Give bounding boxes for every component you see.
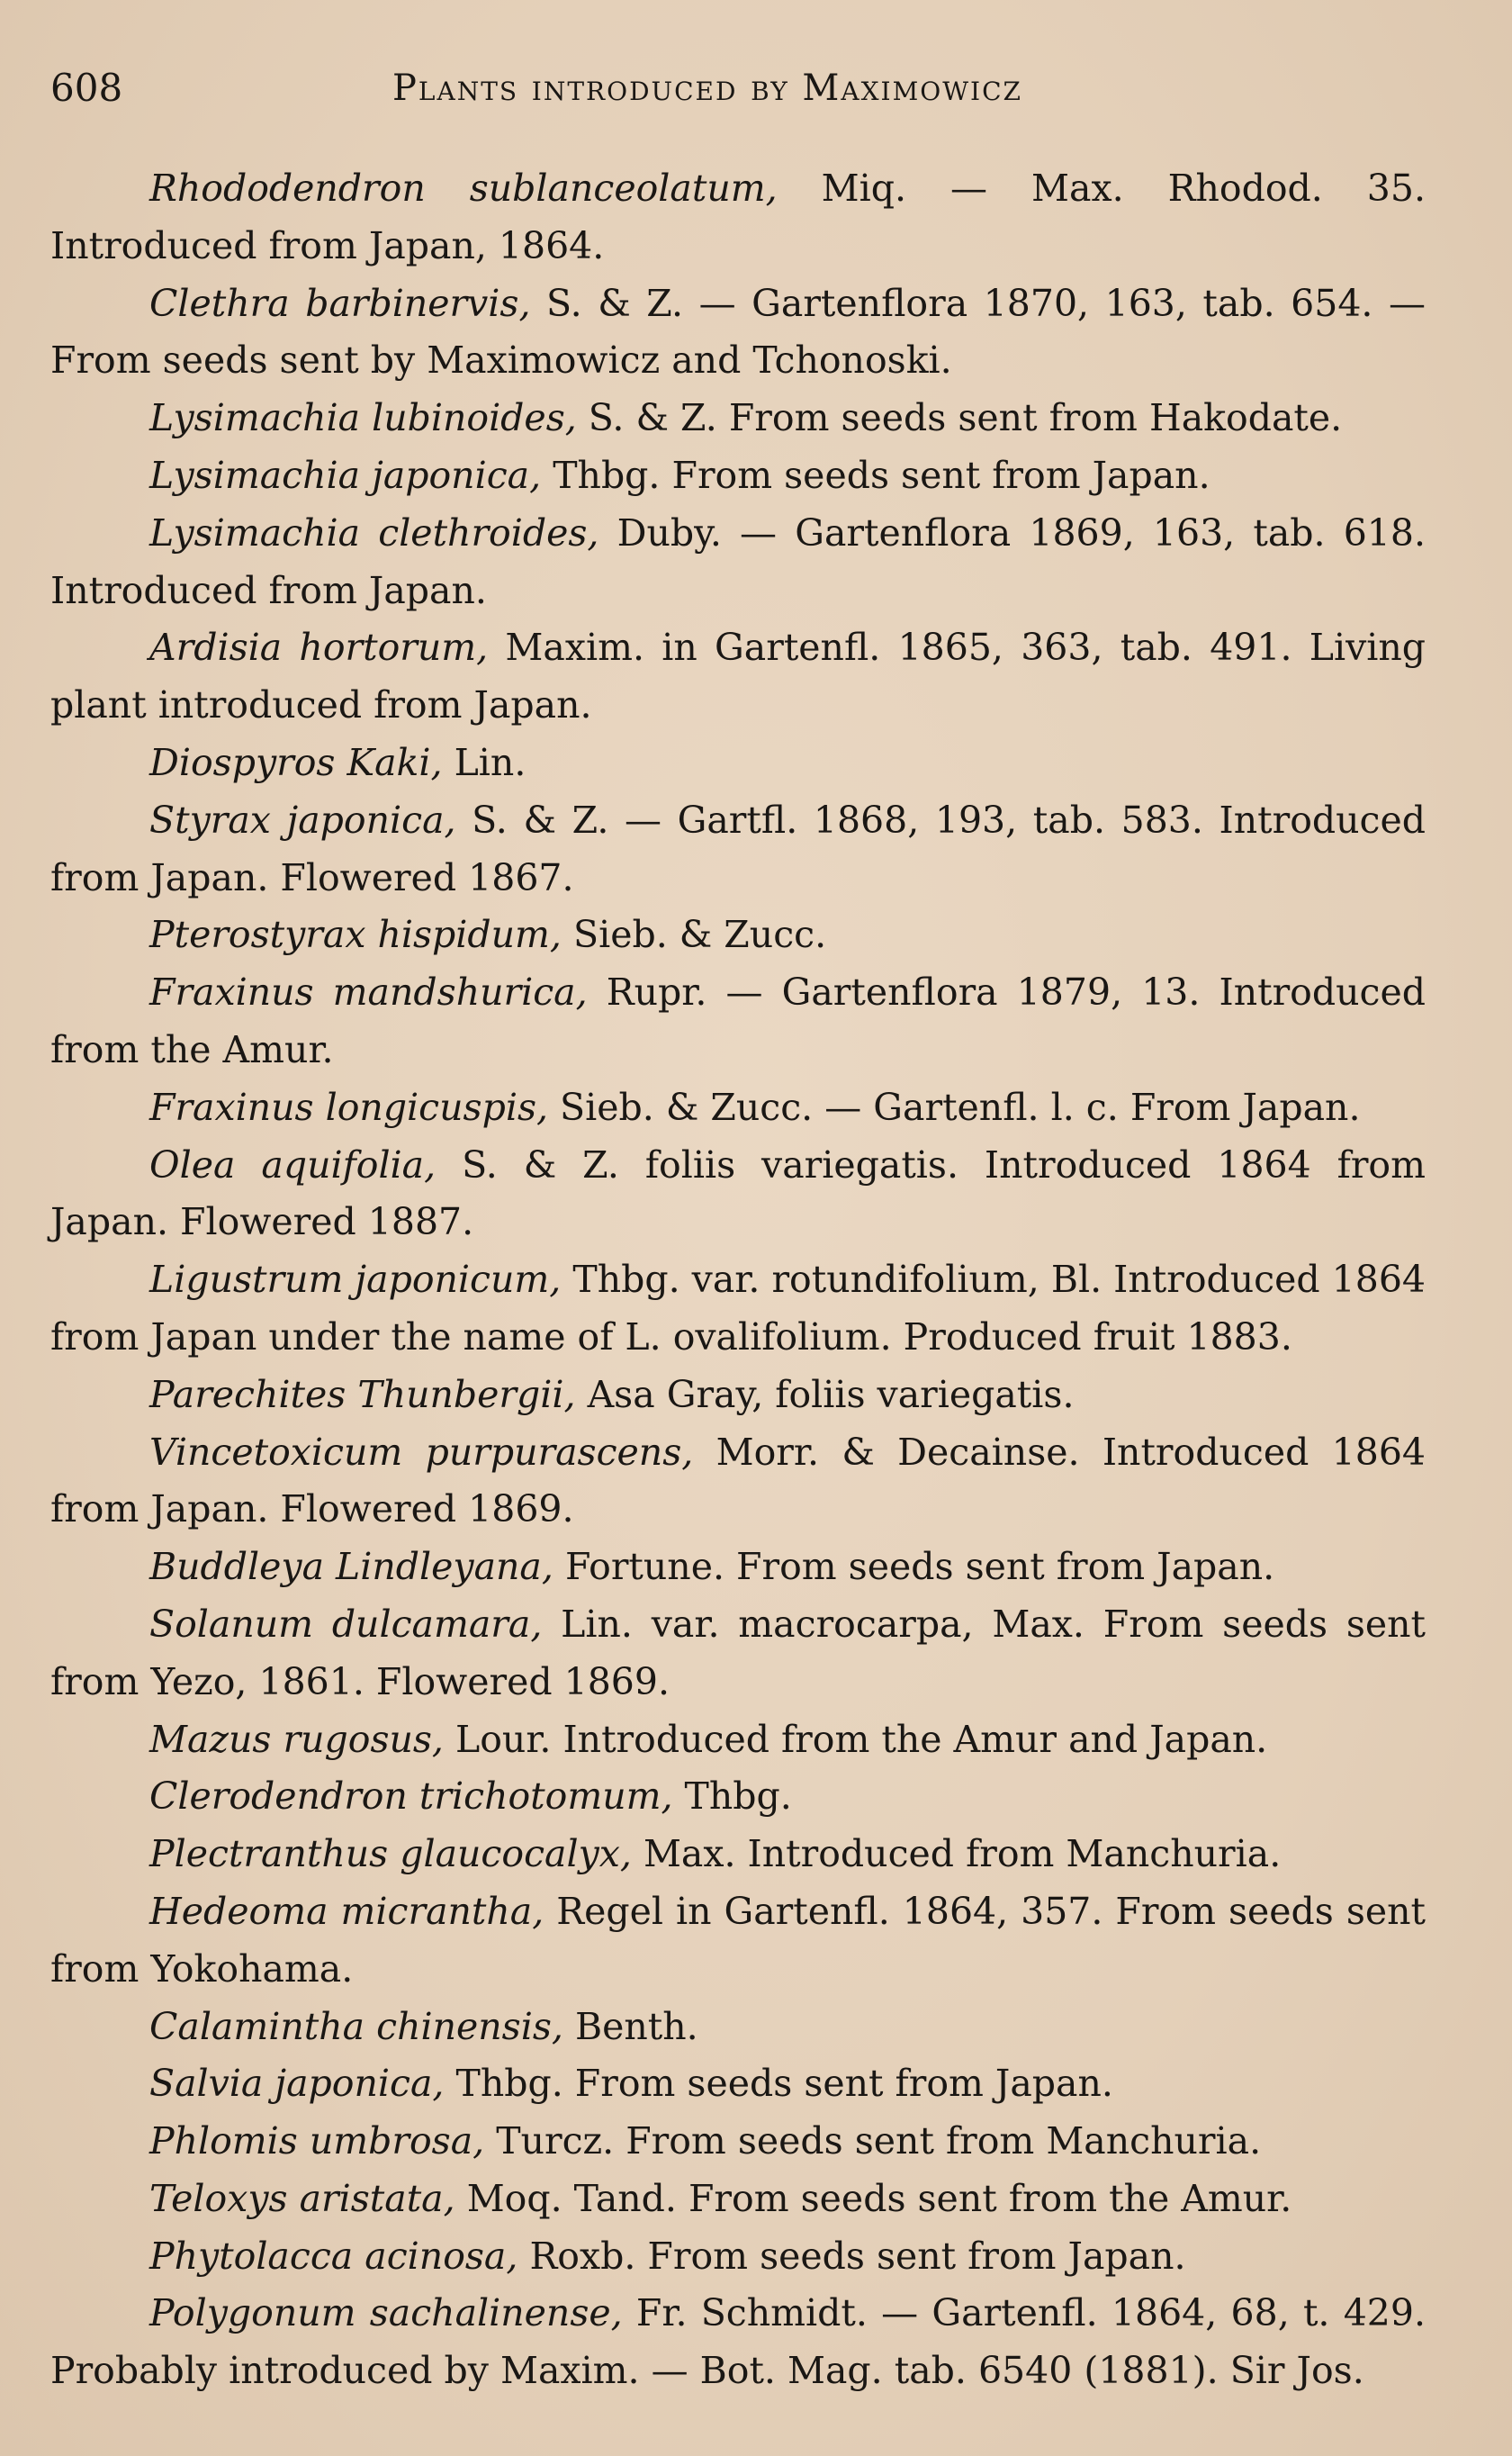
entry-text: Turcz. From seeds sent from Manchuria. xyxy=(484,2119,1262,2163)
plant-entry xyxy=(50,1424,1426,1540)
plant-entry xyxy=(50,2285,1426,2400)
entry-text: Thbg. From seeds sent from Japan. xyxy=(444,2062,1113,2106)
entry-text: Sieb. & Zucc. xyxy=(561,913,827,957)
plant-entry xyxy=(50,505,1426,620)
plant-entry xyxy=(50,1711,1426,1769)
species-name: Buddleya Lindleyana, xyxy=(149,1545,554,1589)
entry-text: Roxb. From seeds sent from Japan. xyxy=(518,2234,1186,2278)
entry-text: Thbg. var. rotundifolium, Bl. Introduced 1864 from Japan under the name of L. ovalifolium. Produced fruit 1883. xyxy=(50,1258,1426,1359)
species-name: Phytolacca acinosa, xyxy=(149,2234,518,2278)
entry-text: Moq. Tand. From seeds sent from the Amur. xyxy=(454,2176,1292,2220)
species-name: Calamintha chinensis, xyxy=(149,2004,563,2048)
species-name: Fraxinus mandshurica, xyxy=(149,971,588,1015)
species-name: Diospyros Kaki, xyxy=(149,740,443,784)
entry-text: S. & Z. — Gartfl. 1868, 193, tab. 583. Introduced from Japan. Flowered 1867. xyxy=(50,798,1426,899)
entry-text: Thbg. From seeds sent from Japan. xyxy=(541,453,1210,497)
plant-entry xyxy=(50,275,1426,391)
plant-entry xyxy=(50,2171,1426,2228)
entry-text: Duby. — Gartenflora 1869, 163, tab. 618. Introduced from Japan. xyxy=(50,510,1426,612)
species-name: Hedeoma micrantha, xyxy=(149,1889,544,1933)
plant-entry xyxy=(50,2113,1426,2171)
entry-text: Morr. & Decainse. Introduced 1864 from Japan. Flowered 1869. xyxy=(50,1430,1426,1531)
plant-entry xyxy=(50,735,1426,792)
entry-text: Lour. Introduced from the Amur and Japan. xyxy=(443,1717,1268,1761)
plant-entry xyxy=(50,1999,1426,2056)
plant-entry xyxy=(50,2228,1426,2286)
species-name: Plectranthus glaucocalyx, xyxy=(149,1832,632,1876)
species-name: Vincetoxicum purpurascens, xyxy=(149,1430,694,1474)
plant-entry xyxy=(50,792,1426,907)
entry-text: S. & Z. From seeds sent from Hakodate. xyxy=(576,396,1343,440)
entry-text: Rupr. — Gartenflora 1879, 13. Introduced from the Amur. xyxy=(50,971,1426,1071)
species-name: Olea aquifolia, xyxy=(149,1142,436,1187)
plant-entry xyxy=(50,1768,1426,1826)
plant-entry xyxy=(50,2055,1426,2113)
species-name: Phlomis umbrosa, xyxy=(149,2119,485,2163)
entry-text: Max. Introduced from Manchuria. xyxy=(631,1832,1282,1876)
plant-entry xyxy=(50,619,1426,735)
entry-text: Maxim. in Gartenfl. 1865, 363, tab. 491. Living plant introduced from Japan. xyxy=(50,626,1426,727)
plant-entry xyxy=(50,1539,1426,1596)
species-name: Styrax japonica, xyxy=(149,798,456,842)
entry-text: Sieb. & Zucc. — Gartenfl. l. c. From Japan. xyxy=(548,1085,1361,1129)
species-name: Fraxinus longicuspis, xyxy=(149,1085,549,1129)
plant-entry xyxy=(50,1826,1426,1883)
entry-text: Lin. xyxy=(442,740,526,784)
species-name: Lysimachia clethroides, xyxy=(149,510,599,555)
entry-text: S. & Z. foliis variegatis. Introduced 1864 from Japan. Flowered 1887. xyxy=(50,1142,1426,1244)
entry-text: S. & Z. — Gartenflora 1870, 163, tab. 654. — From seeds sent by Maximowicz and Tchonoski. xyxy=(50,281,1426,383)
entry-text: Regel in Gartenfl. 1864, 357. From seeds sent from Yokohama. xyxy=(50,1889,1426,1991)
entry-text: Benth. xyxy=(562,2004,698,2048)
species-name: Solanum dulcamara, xyxy=(149,1602,543,1646)
plant-entry xyxy=(50,390,1426,447)
species-name: Ardisia hortorum, xyxy=(149,626,489,670)
plant-entry xyxy=(50,1367,1426,1424)
plant-entry xyxy=(50,1883,1426,1999)
plant-entry xyxy=(50,1251,1426,1367)
entry-text: Thbg. xyxy=(672,1774,792,1819)
running-head: Plants introduced by Maximowicz xyxy=(392,68,1022,109)
species-name: Teloxys aristata, xyxy=(149,2176,455,2220)
species-name: Clerodendron trichotomum, xyxy=(149,1774,673,1819)
plant-entry xyxy=(50,1596,1426,1711)
page-header xyxy=(50,61,1427,115)
species-name: Lysimachia japonica, xyxy=(149,453,542,497)
species-name: Rhododendron sublanceolatum, xyxy=(149,167,778,210)
species-name: Mazus rugosus, xyxy=(149,1717,444,1761)
plant-entry xyxy=(50,1137,1426,1252)
plant-entry xyxy=(50,447,1426,505)
page-number: 608 xyxy=(50,66,123,110)
entry-text: Miq. — Max. Rhodod. 35. Introduced from Japan, 1864. xyxy=(50,167,1426,267)
species-name: Clethra barbinervis, xyxy=(149,281,531,325)
species-name: Salvia japonica, xyxy=(149,2062,445,2106)
plant-entry xyxy=(50,907,1426,964)
plant-entry xyxy=(50,964,1426,1079)
species-name: Lysimachia lubinoides, xyxy=(149,396,577,440)
plant-entry xyxy=(50,160,1426,275)
plant-entry xyxy=(50,1079,1426,1137)
entry-text: Fortune. From seeds sent from Japan. xyxy=(553,1545,1275,1589)
entry-text: Asa Gray, foliis variegatis. xyxy=(575,1372,1075,1416)
entry-text: Fr. Schmidt. — Gartenfl. 1864, 68, t. 429. Probably introduced by Maxim. — Bot. Mag. tab. 6540 (1881). Sir Jos. xyxy=(50,2291,1426,2393)
species-name: Ligustrum japonicum, xyxy=(149,1258,562,1302)
species-name: Parechites Thunbergii, xyxy=(149,1372,576,1416)
species-name: Pterostyrax hispidum, xyxy=(149,913,562,957)
body-text xyxy=(50,160,1426,2400)
species-name: Polygonum sachalinense, xyxy=(149,2291,623,2335)
entry-text: Lin. var. macrocarpa, Max. From seeds sent from Yezo, 1861. Flowered 1869. xyxy=(50,1602,1426,1703)
